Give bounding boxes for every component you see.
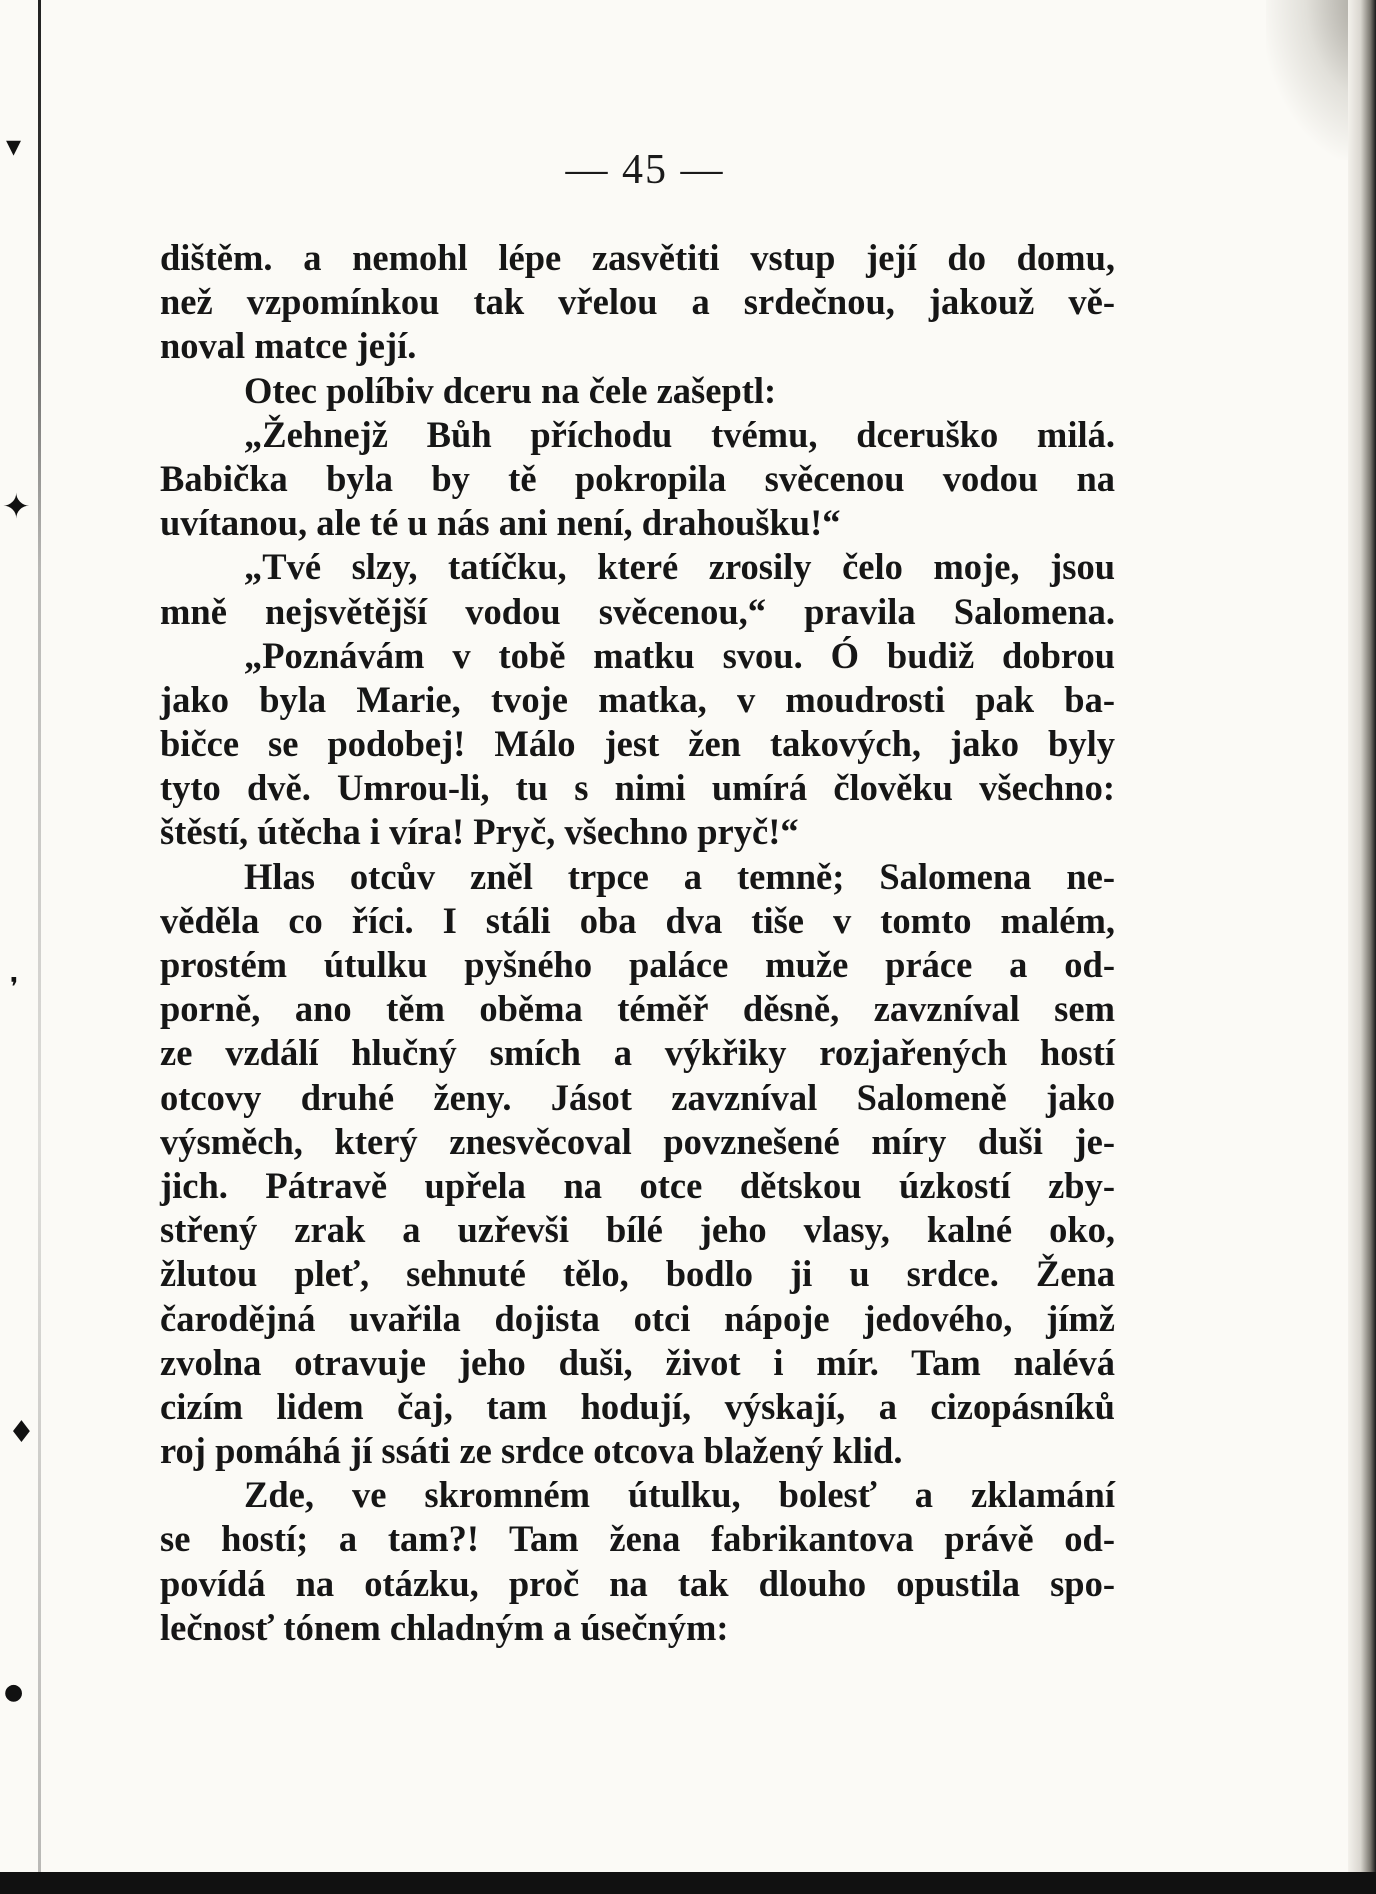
body-text (160, 236, 1115, 1650)
scan-shadow (1348, 0, 1376, 1894)
text-line: štěstí, útěcha i víra! Pryč, všechno pryč!“ (160, 811, 799, 853)
page-number: — 45 — (565, 147, 725, 193)
text-line: jich. Pátravě upřela na otce dětskou úzkostí zby- (160, 1164, 1115, 1206)
scan-border (0, 1872, 1376, 1894)
text-line: lečnosť tónem chladným a úsečným: (160, 1606, 729, 1648)
text-line: se hostí; a tam?! Tam žena fabrikantova právě od- (160, 1518, 1115, 1560)
text-line: porně, ano těm oběma téměř děsně, zavzníval sem (160, 988, 1115, 1030)
text-line: žlutou pleť, sehnuté tělo, bodlo ji u srdce. Žena (160, 1253, 1115, 1295)
text-line: čarodějná uvařila dojista otci nápoje jedového, jímž (160, 1297, 1115, 1339)
text-line: věděla co říci. I stáli oba dva tiše v tomto malém, (160, 899, 1115, 941)
text-line: tyto dvě. Umrou-li, tu s nimi umírá člověku všechno: (160, 767, 1115, 809)
text-line: Otec políbiv dceru na čele zašeptl: (244, 369, 777, 411)
text-line: než vzpomínkou tak vřelou a srdečnou, jakouž vě- (160, 281, 1115, 323)
text-line: otcovy druhé ženy. Jásot zavzníval Salomeně jako (160, 1076, 1115, 1118)
text-line: cizím lidem čaj, tam hodují, výskají, a cizopásníků (160, 1385, 1115, 1427)
text-line: „Poznávám v tobě matku svou. Ó budiž dobrou (244, 634, 1115, 676)
text-line: zvolna otravuje jeho duši, život i mír. Tam nalévá (160, 1341, 1115, 1383)
text-line: střený zrak a uzřevši bílé jeho vlasy, kalné oko, (160, 1209, 1115, 1251)
text-line: jako byla Marie, tvoje matka, v moudrosti pak ba- (160, 678, 1115, 720)
text-line: „Žehnejž Bůh příchodu tvému, dceruško milá. (244, 413, 1115, 455)
text-line: povídá na otázku, proč na tak dlouho opustila spo- (160, 1562, 1115, 1604)
binding-edge (38, 0, 41, 1894)
text-line: prostém útulku pyšného paláce muže práce a od- (160, 944, 1115, 985)
margin-ink-mark: ▾ (6, 129, 22, 164)
text-line: dištěm. a nemohl lépe zasvětiti vstup její do domu, (160, 237, 1115, 278)
text-line: výsměch, který znesvěcoval povznešené míry duši je- (160, 1120, 1115, 1162)
text-line: Hlas otcův zněl trpce a temně; Salomena ne- (244, 855, 1115, 897)
text-line: uvítanou, ale té u nás ani není, drahoušku!“ (160, 502, 841, 544)
margin-ink-mark: ✦ (2, 487, 31, 527)
text-line: noval matce její. (160, 325, 417, 367)
text-line: bičce se podobej! Málo jest žen takových, jako byly (160, 723, 1115, 765)
text-line: Zde, ve skromném útulku, bolesť a zklamání (244, 1474, 1115, 1516)
margin-ink-mark: ● (4, 1680, 24, 1705)
text-line: mně nejsvětější vodou svěcenou,“ pravila Salomena. (160, 590, 1115, 632)
text-line: „Tvé slzy, tatíčku, které zrosily čelo moje, jsou (244, 546, 1115, 588)
text-line: Babička byla by tě pokropila svěcenou vodou na (160, 457, 1115, 499)
margin-ink-mark: ❜ (10, 973, 19, 1003)
margin-ink-mark: ♦ (8, 1415, 35, 1450)
text-line: roj pomáhá jí ssáti ze srdce otcova blažený klid. (160, 1430, 903, 1472)
text-line: ze vzdálí hlučný smích a výkřiky rozjařených hostí (160, 1032, 1115, 1074)
